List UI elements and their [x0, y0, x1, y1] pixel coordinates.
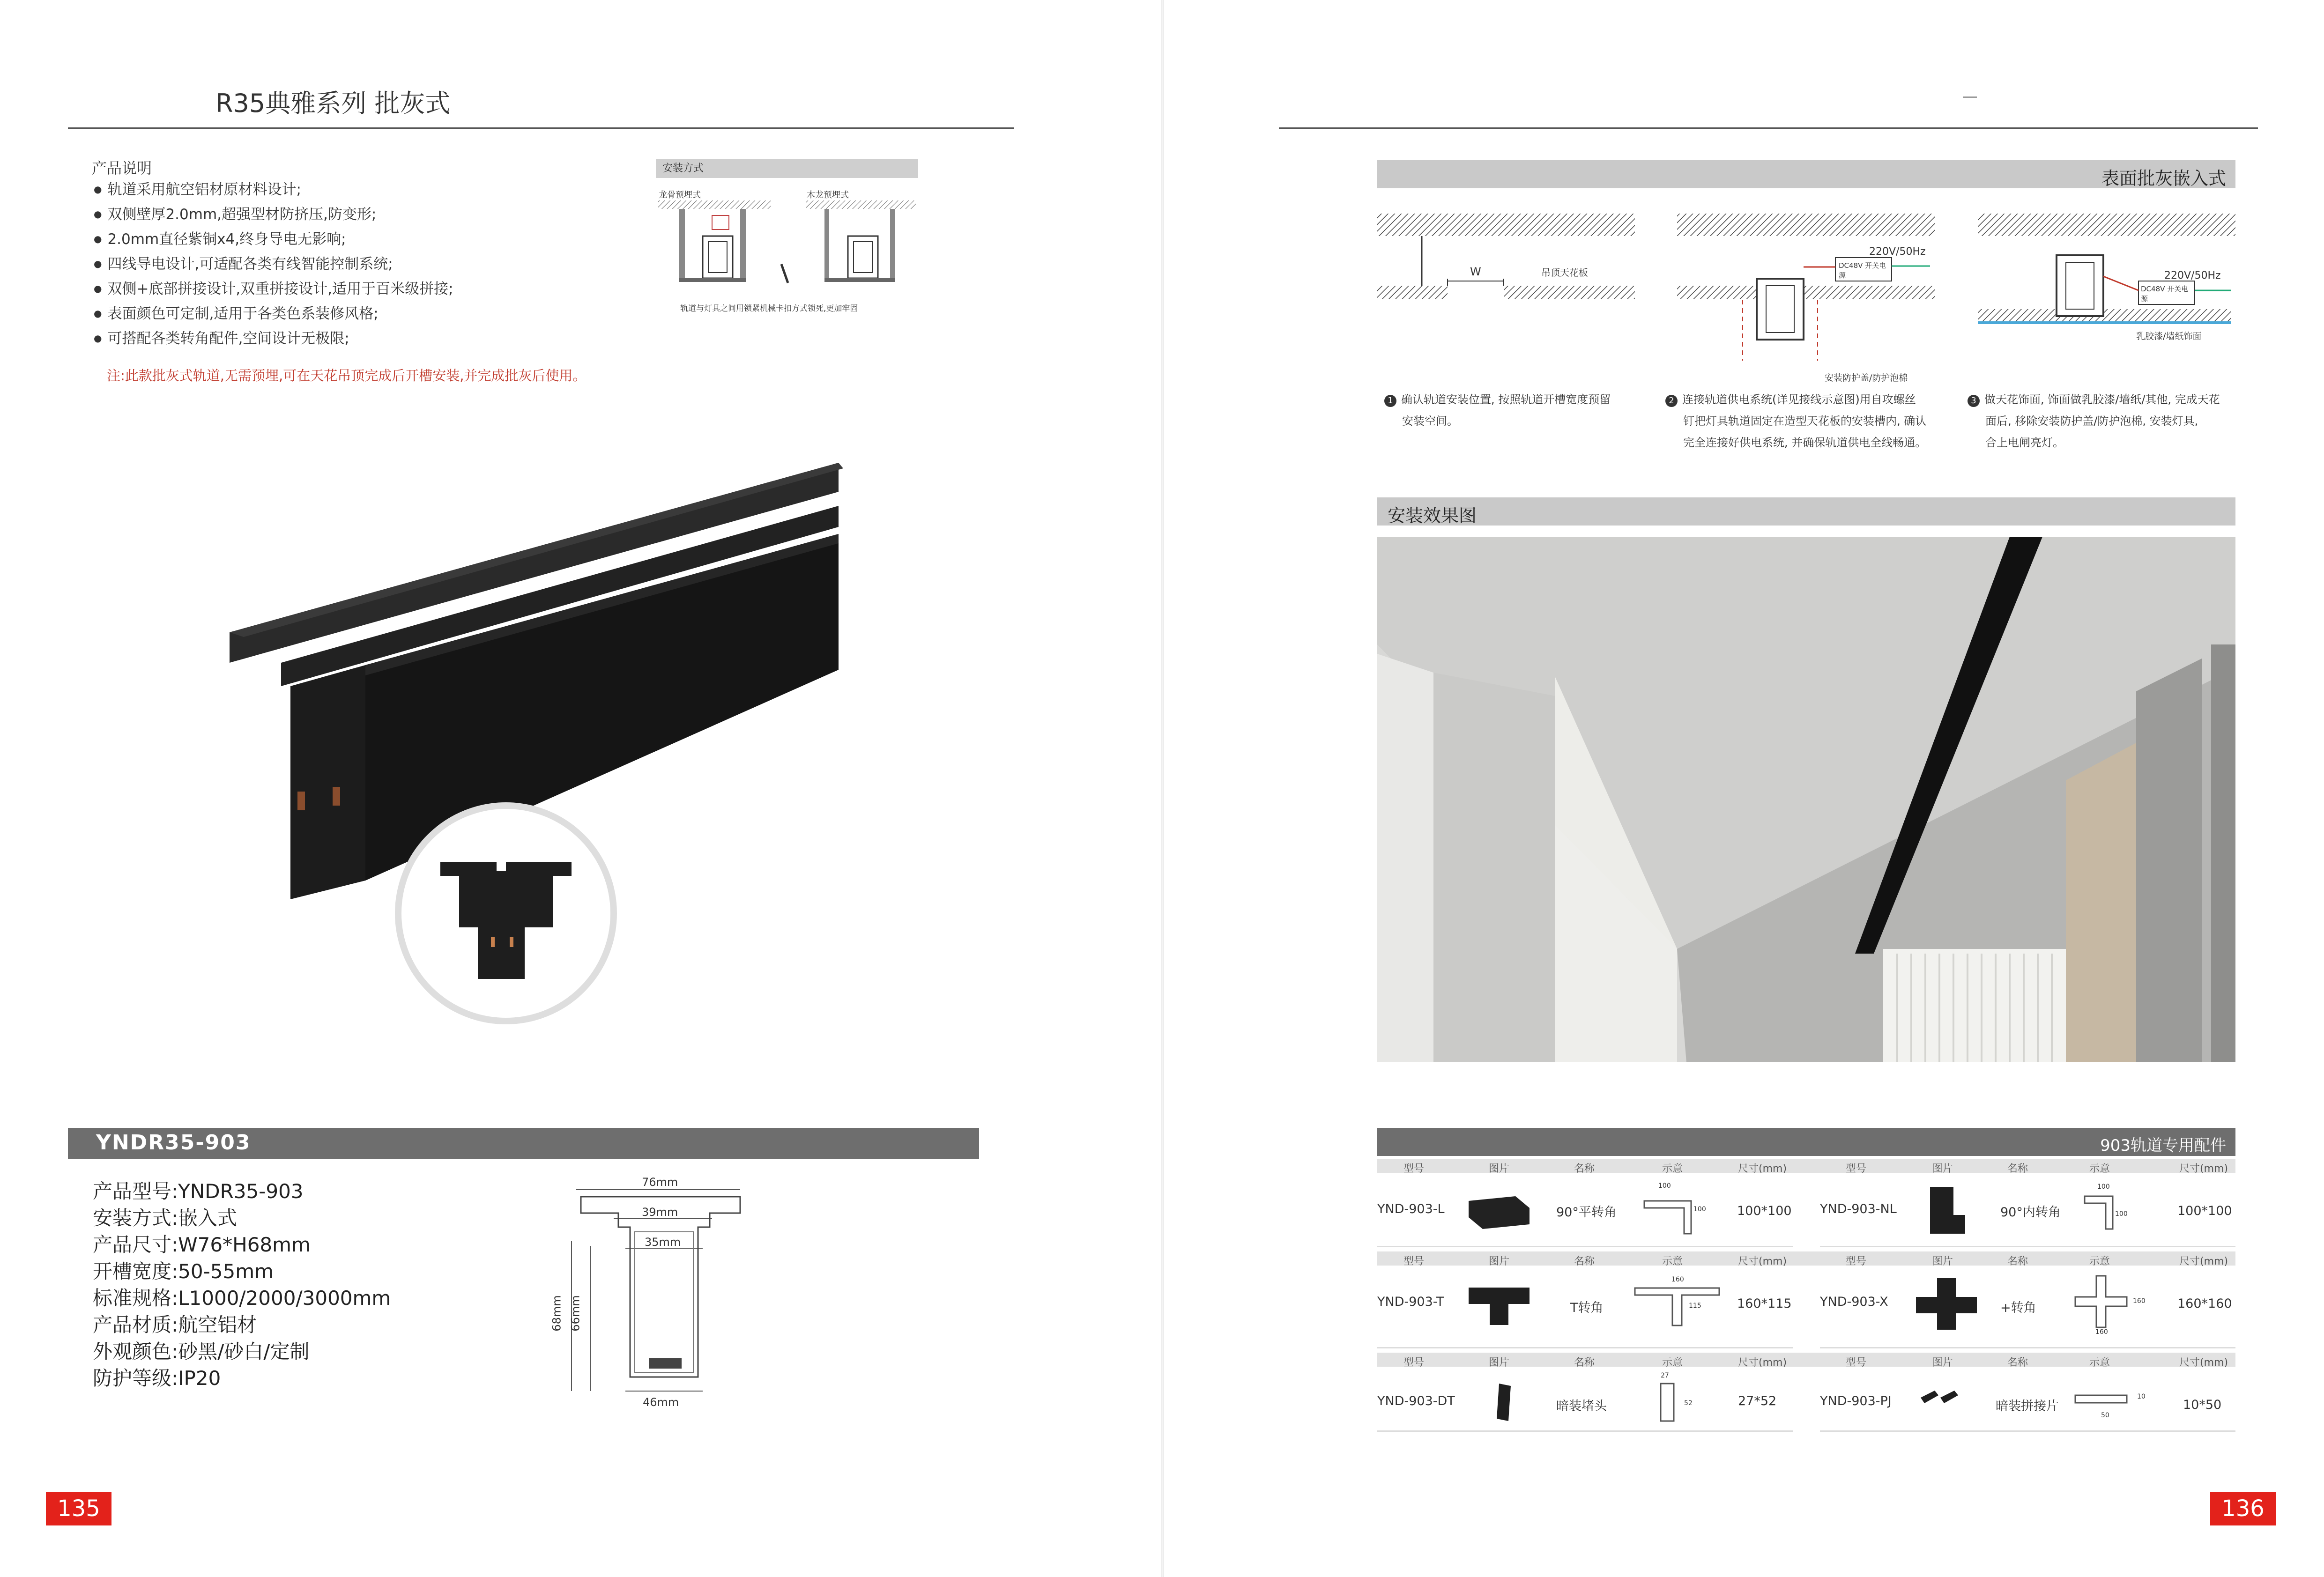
acc-dim: 50	[2101, 1412, 2109, 1419]
acc-header: 型号	[1846, 1256, 1867, 1267]
acc-separator	[1820, 1347, 2235, 1348]
install-method-header: 安装方式	[656, 159, 918, 178]
label-ceiling: 吊顶天花板	[1541, 267, 1588, 278]
acc-image-pj	[1916, 1384, 1963, 1412]
model-bar-text: YNDR35-903	[96, 1131, 251, 1155]
acc-model: YND-903-X	[1820, 1295, 1888, 1309]
acc-image-x	[1911, 1273, 1982, 1334]
label-driver-1: DC48V 开关电源	[1839, 261, 1886, 280]
label-finish: 乳胶漆/墙纸饰面	[2136, 331, 2202, 341]
spec-item: 安装方式:嵌入式	[93, 1207, 238, 1229]
install-step-1	[1384, 389, 1647, 432]
acc-header: 图片	[1932, 1256, 1953, 1267]
install-step-2	[1665, 389, 1956, 453]
model-bar	[68, 1128, 979, 1159]
label-power-2: 220V/50Hz	[2164, 270, 2221, 281]
header-rule-right	[1279, 127, 2258, 129]
acc-name: T转角	[1570, 1301, 1604, 1315]
acc-size: 100*100	[2177, 1204, 2232, 1218]
acc-dim: 100	[2097, 1183, 2110, 1191]
acc-header: 图片	[1932, 1163, 1953, 1175]
acc-separator	[1377, 1347, 1793, 1348]
acc-header: 尺寸(mm)	[2179, 1163, 2228, 1175]
spec-item: 产品尺寸:W76*H68mm	[93, 1233, 311, 1256]
acc-image-dt	[1490, 1379, 1518, 1426]
step-number-badge: 2	[1665, 395, 1678, 407]
acc-header: 尺寸(mm)	[2179, 1357, 2228, 1369]
room-scene	[1377, 537, 2235, 1062]
acc-dim: 100	[1693, 1206, 1706, 1213]
acc-separator	[1377, 1430, 1793, 1432]
acc-header: 图片	[1489, 1256, 1510, 1267]
acc-header: 示意	[2089, 1357, 2110, 1369]
acc-header: 名称	[1574, 1256, 1595, 1267]
section-title-effect: 安装效果图	[1388, 505, 1477, 526]
label-driver-2: DC48V 开关电源	[2141, 285, 2189, 303]
acc-name: 90°平转角	[1556, 1205, 1617, 1220]
install-method-box	[656, 159, 918, 318]
page-number-right: 136	[2210, 1492, 2276, 1525]
install-method-diagram	[656, 199, 918, 288]
acc-header: 型号	[1403, 1163, 1425, 1175]
accessories-bar	[1377, 1128, 2235, 1156]
acc-dim: 10	[2137, 1393, 2146, 1400]
step-line: 连接轨道供电系统(详见接线示意图)用自攻螺丝	[1682, 393, 1916, 406]
acc-size: 10*50	[2183, 1398, 2222, 1412]
bullet-item: ● 四线导电设计,可适配各类有线智能控制系统;	[94, 252, 453, 277]
page-number-left: 135	[46, 1492, 111, 1525]
acc-header: 示意	[1662, 1357, 1683, 1369]
header-mark	[1963, 96, 1977, 98]
acc-sketch-pj	[2071, 1388, 2136, 1412]
acc-dim: 160	[2133, 1297, 2146, 1305]
install-right-label: 木龙预埋式	[807, 190, 849, 200]
acc-header: 名称	[1574, 1357, 1595, 1369]
step-line: 安装空间。	[1402, 415, 1458, 428]
acc-size: 27*52	[1738, 1394, 1777, 1408]
acc-model: YND-903-NL	[1820, 1202, 1897, 1216]
step-line: 合上电闸亮灯。	[1985, 436, 2064, 449]
dim-68: 68mm	[550, 1295, 564, 1332]
acc-size: 160*160	[2177, 1296, 2232, 1311]
spec-item: 防护等级:IP20	[93, 1367, 221, 1390]
install-step-diagrams	[1377, 211, 2235, 365]
step-line: 钉把灯具轨道固定在造型天花板的安装槽内, 确认	[1683, 415, 1927, 428]
installation-photo	[1377, 537, 2235, 1062]
acc-separator	[1820, 1246, 2235, 1247]
bullet-list	[94, 178, 453, 352]
acc-header: 尺寸(mm)	[1738, 1256, 1787, 1267]
acc-model: YND-903-T	[1377, 1295, 1444, 1309]
acc-header: 尺寸(mm)	[1738, 1357, 1787, 1369]
acc-name: +转角	[2000, 1301, 2036, 1315]
label-power-1: 220V/50Hz	[1869, 246, 1926, 258]
acc-dim: 115	[1689, 1302, 1701, 1310]
cross-section-drawing	[543, 1171, 759, 1414]
install-step-3	[1968, 389, 2249, 453]
acc-header: 名称	[2007, 1256, 2028, 1267]
acc-dim: 27	[1661, 1372, 1669, 1379]
acc-model: YND-903-PJ	[1820, 1394, 1892, 1408]
step-number-badge: 1	[1384, 395, 1396, 407]
acc-sketch-nl	[2080, 1192, 2136, 1234]
acc-name: 暗装拼接片	[1996, 1399, 2059, 1414]
acc-header: 尺寸(mm)	[2179, 1256, 2228, 1267]
dim-39: 39mm	[642, 1206, 678, 1219]
header-rule	[68, 127, 1014, 129]
bullet-item: ● 双侧+底部拼接设计,双重拼接设计,适用于百米级拼接;	[94, 277, 453, 302]
acc-dim: 160	[1671, 1276, 1684, 1283]
acc-image-l	[1464, 1187, 1534, 1234]
acc-dim: 100	[1658, 1182, 1671, 1190]
spec-item: 标准规格:L1000/2000/3000mm	[93, 1287, 391, 1310]
acc-header: 图片	[1932, 1357, 1953, 1369]
page-divider	[1161, 0, 1164, 1577]
step-line: 确认轨道安装位置, 按照轨道开槽宽度预留	[1401, 393, 1611, 406]
section-title-surface-install: 表面批灰嵌入式	[2101, 168, 2226, 189]
acc-name: 暗装堵头	[1556, 1399, 1607, 1414]
acc-header: 示意	[2089, 1256, 2110, 1267]
spec-item: 产品材质:航空铝材	[93, 1313, 257, 1336]
bullet-item: ● 2.0mm直径紫铜x4,终身导电无影响;	[94, 228, 453, 252]
acc-header: 型号	[1846, 1163, 1867, 1175]
acc-header: 示意	[2089, 1163, 2110, 1175]
step-line: 做天花饰面, 饰面做乳胶漆/墙纸/其他, 完成天花	[1984, 393, 2220, 406]
acc-sketch-x	[2071, 1271, 2131, 1332]
step-number-badge: 3	[1968, 395, 1980, 407]
acc-separator	[1820, 1430, 2235, 1432]
dim-46: 46mm	[643, 1396, 679, 1409]
acc-dim: 160	[2095, 1328, 2108, 1336]
acc-header: 名称	[2007, 1163, 2028, 1175]
acc-header: 尺寸(mm)	[1738, 1163, 1787, 1175]
page-title: R35典雅系列 批灰式	[215, 89, 451, 118]
install-left-label: 龙骨预埋式	[659, 190, 701, 200]
install-caption: 轨道与灯具之间用锁紧机械卡扣方式锁死,更加牢固	[680, 304, 858, 313]
acc-header: 型号	[1846, 1357, 1867, 1369]
bullet-item: ● 双侧壁厚2.0mm,超强型材防挤压,防变形;	[94, 203, 453, 228]
step-line: 面后, 移除安装防护盖/防护泡棉, 安装灯具,	[1985, 415, 2198, 428]
acc-size: 100*100	[1737, 1204, 1792, 1218]
acc-header: 名称	[2007, 1357, 2028, 1369]
acc-name: 90°内转角	[2000, 1205, 2061, 1220]
acc-image-nl	[1921, 1182, 1968, 1238]
acc-model: YND-903-DT	[1377, 1394, 1455, 1408]
spec-item: 外观颜色:砂黑/砂白/定制	[93, 1340, 310, 1363]
bullet-item: ● 可搭配各类转角配件,空间设计无极限;	[94, 327, 453, 352]
acc-header: 图片	[1489, 1163, 1510, 1175]
label-w: W	[1470, 265, 1481, 278]
spec-item: 开槽宽度:50-55mm	[93, 1260, 274, 1283]
acc-sketch-t	[1630, 1279, 1724, 1330]
acc-size: 160*115	[1737, 1296, 1792, 1311]
step-line: 完全连接好供电系统, 并确保轨道供电全线畅通。	[1683, 436, 1927, 449]
acc-header: 型号	[1403, 1357, 1425, 1369]
spec-list	[93, 1178, 391, 1392]
section-bar-effect	[1377, 497, 2235, 526]
track-product-image	[225, 450, 862, 1026]
dim-35: 35mm	[645, 1236, 681, 1249]
install-note: 注:此款批灰式轨道,无需预埋,可在天花吊顶完成后开槽安装,并完成批灰后使用。	[107, 368, 587, 384]
bullet-item: ● 表面颜色可定制,适用于各类色系装修风格;	[94, 302, 453, 327]
acc-image-t	[1464, 1278, 1534, 1330]
acc-model: YND-903-L	[1377, 1202, 1445, 1216]
section-bar-surface-install	[1377, 160, 2235, 188]
acc-header: 示意	[1662, 1163, 1683, 1175]
acc-separator	[1377, 1246, 1793, 1247]
spec-item: 产品型号:YNDR35-903	[93, 1180, 304, 1203]
acc-dim: 100	[2115, 1210, 2128, 1218]
accessories-title: 903轨道专用配件	[2100, 1136, 2226, 1155]
dim-76: 76mm	[642, 1176, 678, 1189]
dim-66: 66mm	[569, 1295, 582, 1332]
bullet-item: ● 轨道采用航空铝材原材料设计;	[94, 178, 453, 203]
acc-header: 示意	[1662, 1256, 1683, 1267]
acc-sketch-dt	[1651, 1379, 1689, 1426]
label-protect: 安装防护盖/防护泡棉	[1825, 373, 1908, 383]
acc-header: 图片	[1489, 1357, 1510, 1369]
acc-dim: 52	[1684, 1399, 1693, 1407]
acc-header: 型号	[1403, 1256, 1425, 1267]
acc-header: 名称	[1574, 1163, 1595, 1175]
intro-title: 产品说明	[92, 159, 152, 177]
accessories-table	[1377, 1159, 2235, 1435]
